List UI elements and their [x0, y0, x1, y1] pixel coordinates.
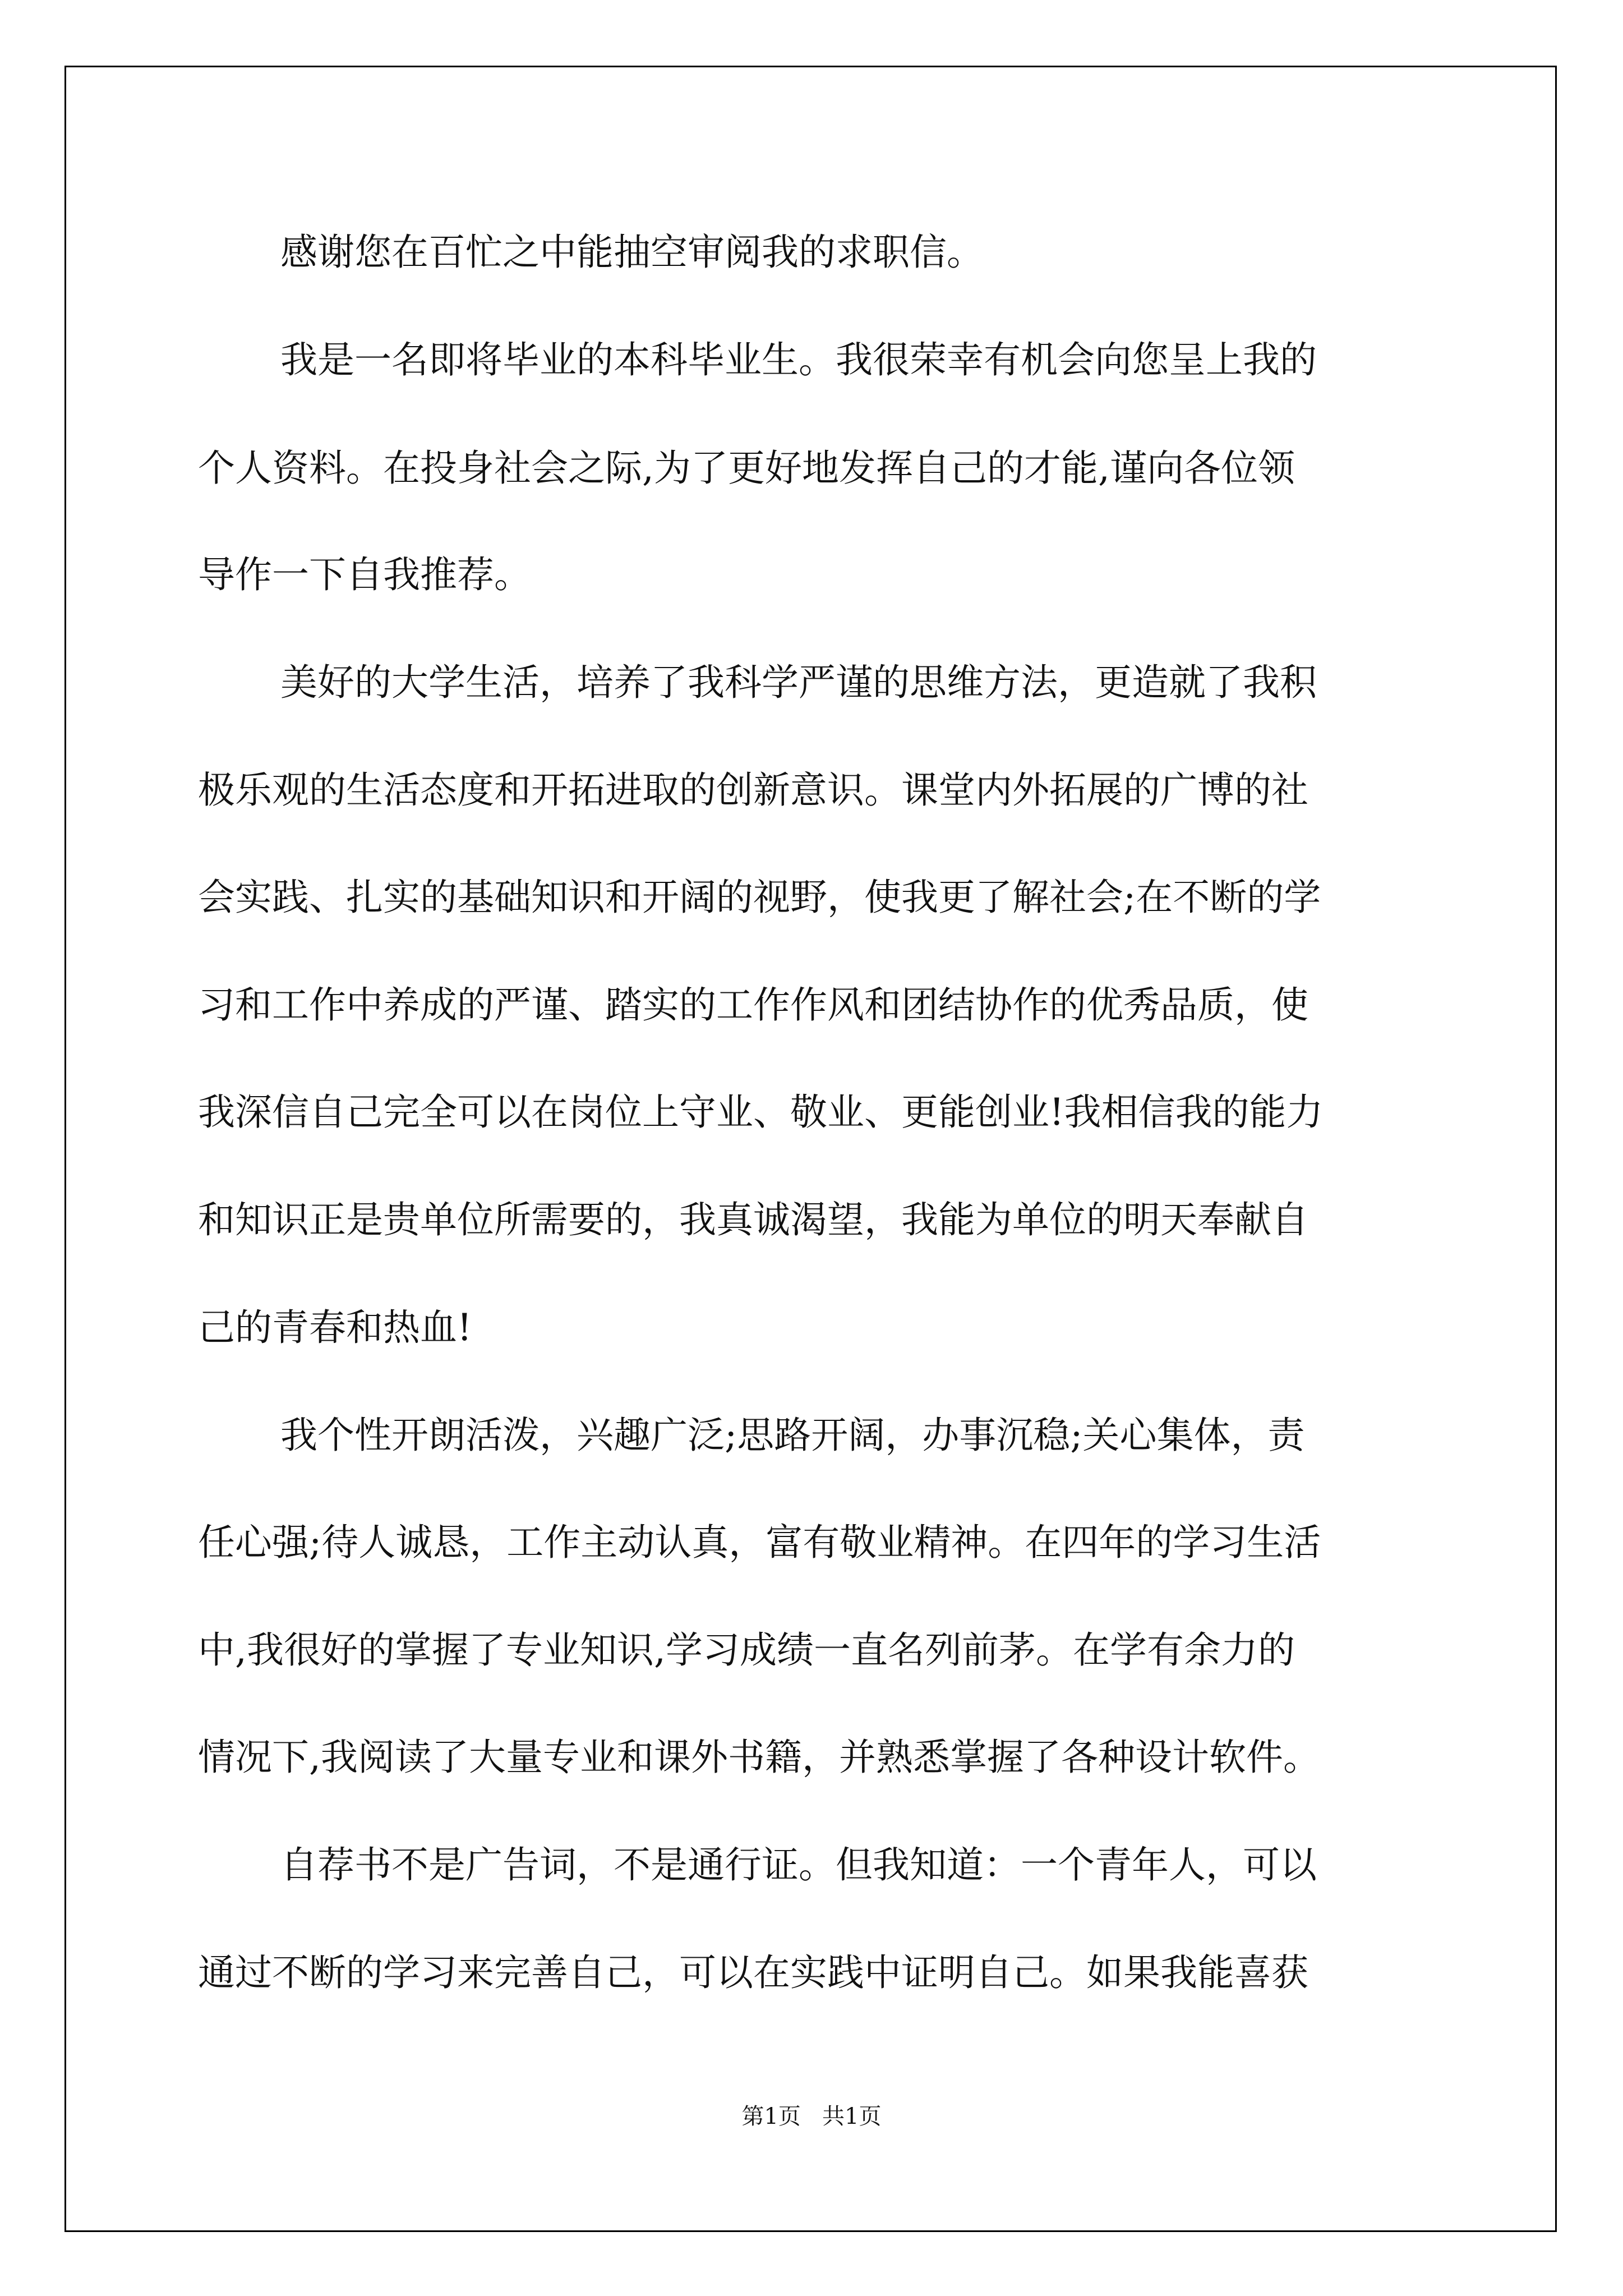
text-line: 己的青春和热血!	[198, 1306, 472, 1349]
text-line: 会实践、扎实的基础知识和开阔的视野，使我更了解社会;在不断的学	[198, 876, 1321, 919]
text-line: 通过不断的学习来完善自己，可以在实践中证明自己。如果我能喜获	[198, 1951, 1308, 1994]
text-line: 感谢您在百忙之中能抽空审阅我的求职信。	[280, 231, 984, 274]
text-line: 我是一名即将毕业的本科毕业生。我很荣幸有机会向您呈上我的	[280, 338, 1317, 381]
text-line: 情况下,我阅读了大量专业和课外书籍，并熟悉掌握了各种设计软件。	[198, 1736, 1320, 1779]
page-frame	[64, 66, 1557, 2232]
text-line: 我深信自己完全可以在岗位上守业、敬业、更能创业!我相信我的能力	[198, 1091, 1324, 1134]
text-line: 极乐观的生活态度和开拓进取的创新意识。课堂内外拓展的广博的社	[198, 769, 1308, 812]
text-line: 中,我很好的掌握了专业知识,学习成绩一直名列前茅。在学有余力的	[198, 1628, 1295, 1672]
text-line: 任心强;待人诚恳，工作主动认真，富有敬业精神。在四年的学习生活	[198, 1521, 1321, 1564]
text-line: 我个性开朗活泼，兴趣广泛;思路开阔，办事沉稳;关心集体，责	[280, 1414, 1305, 1457]
text-line: 个人资料。在投身社会之际,为了更好地发挥自己的才能,谨向各位领	[198, 447, 1295, 490]
page-footer: 第1页 共1页	[741, 2104, 882, 2129]
text-line: 习和工作中养成的严谨、踏实的工作作风和团结协作的优秀品质，使	[198, 983, 1308, 1027]
text-line: 导作一下自我推荐。	[198, 553, 531, 596]
text-line: 自荐书不是广告词，不是通行证。但我知道：一个青年人，可以	[280, 1843, 1317, 1887]
text-line: 和知识正是贵单位所需要的，我真诚渴望，我能为单位的明天奉献自	[198, 1198, 1308, 1241]
text-line: 美好的大学生活，培养了我科学严谨的思维方法，更造就了我积	[280, 661, 1317, 704]
